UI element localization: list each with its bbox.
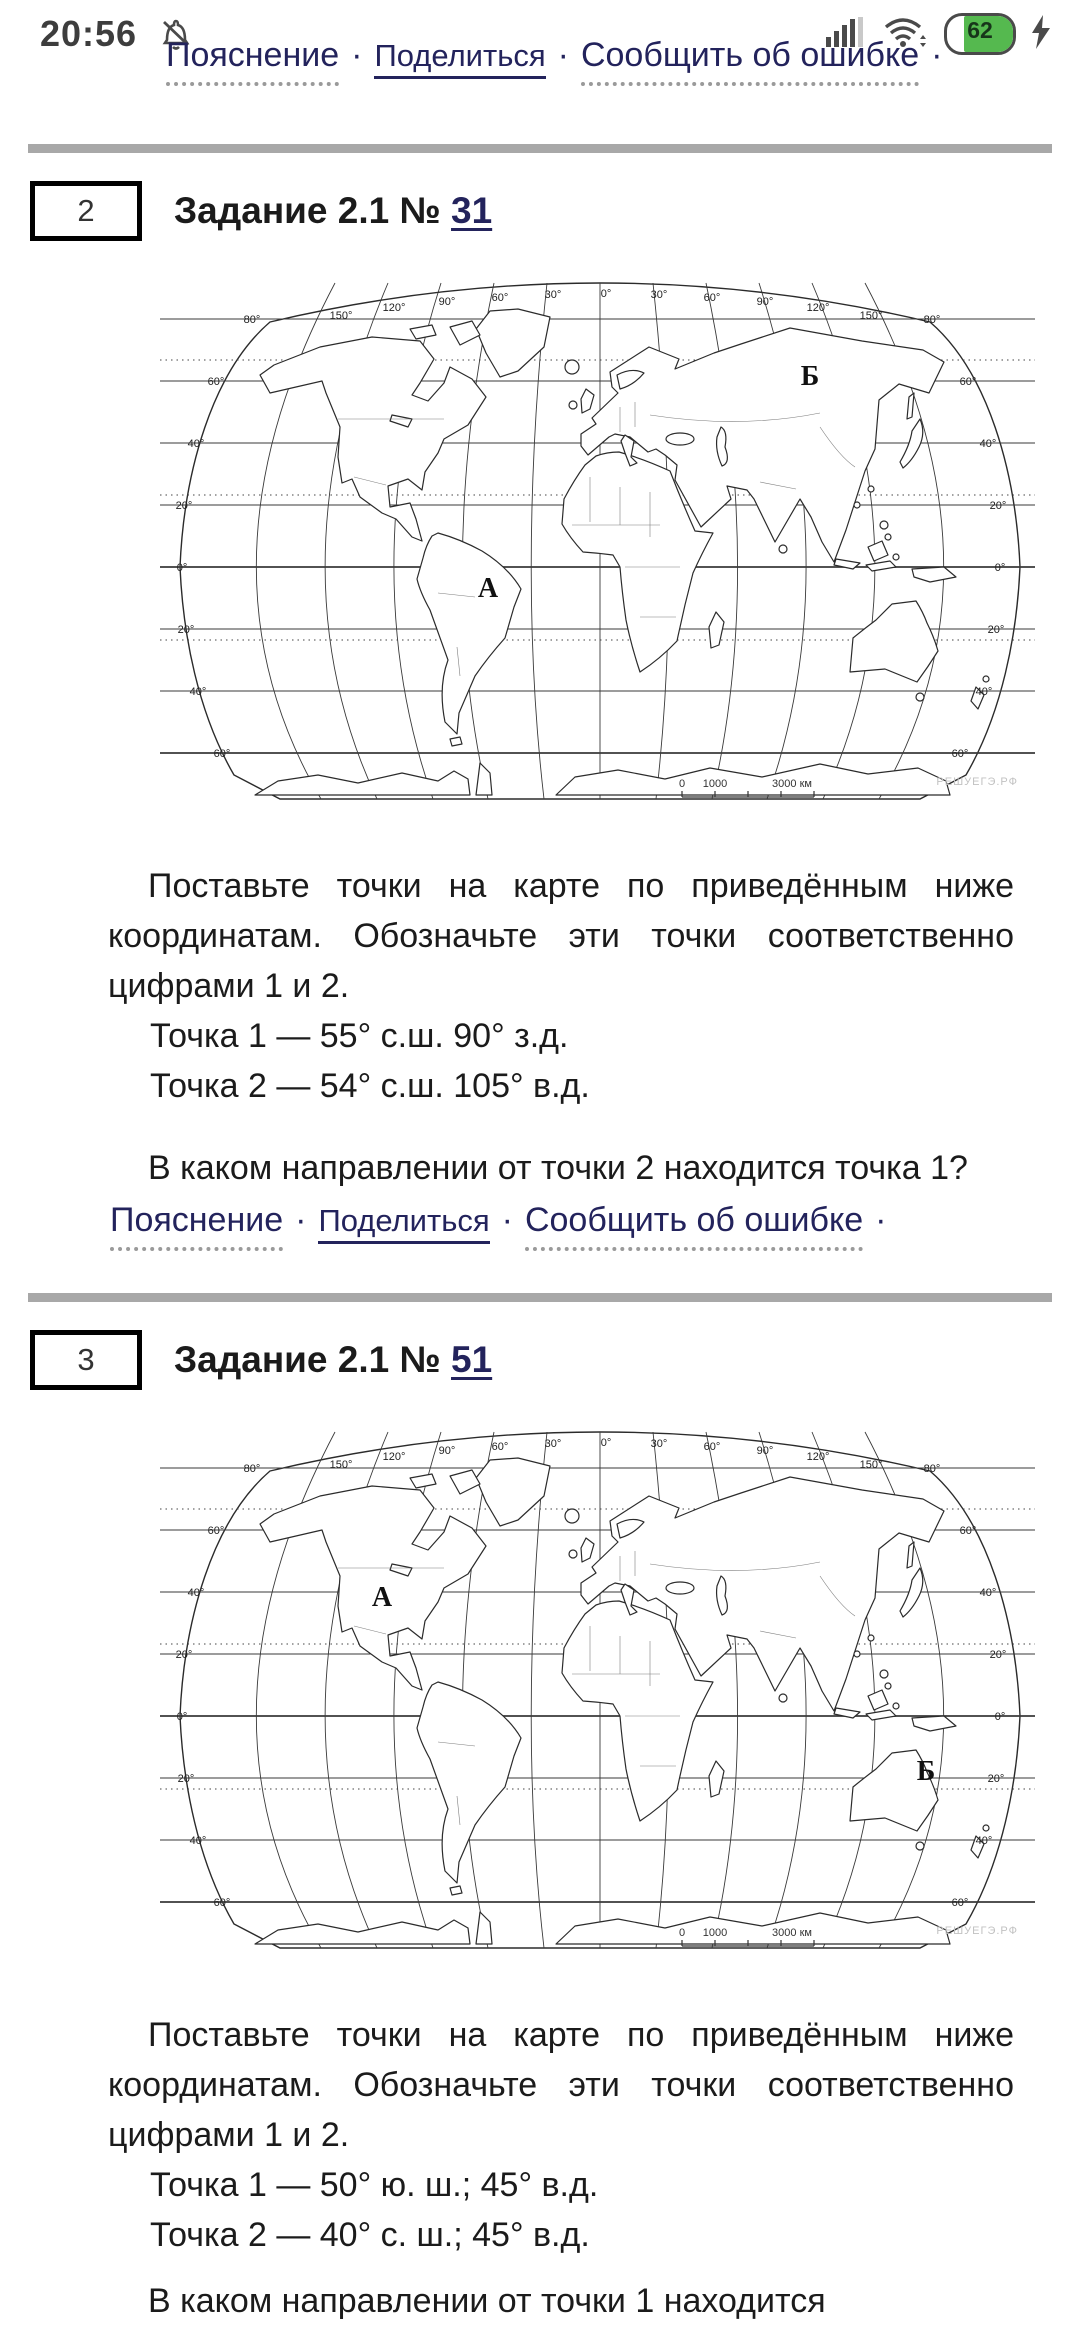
svg-text:А: А xyxy=(371,1582,393,1613)
svg-text:60°: 60° xyxy=(703,292,721,304)
svg-text:80°: 80° xyxy=(243,314,261,326)
svg-text:0°: 0° xyxy=(176,1711,188,1723)
svg-text:60°: 60° xyxy=(491,1441,509,1453)
section-divider xyxy=(28,1293,1052,1302)
svg-text:0: 0 xyxy=(678,778,686,790)
svg-text:0°: 0° xyxy=(994,1711,1006,1723)
battery-percent: 62 xyxy=(967,17,993,43)
report-error-link[interactable]: Сообщить об ошибке xyxy=(525,1201,863,1251)
svg-text:80°: 80° xyxy=(243,1463,261,1475)
task-id-link[interactable]: 51 xyxy=(451,1339,493,1380)
svg-text:90°: 90° xyxy=(438,1445,456,1457)
svg-text:30°: 30° xyxy=(650,1438,668,1450)
task-title xyxy=(174,190,492,232)
charging-bolt-icon xyxy=(1030,15,1052,54)
section-divider xyxy=(28,144,1052,153)
svg-text:120°: 120° xyxy=(382,302,406,314)
link-separator: · xyxy=(501,1201,513,1239)
svg-text:90°: 90° xyxy=(438,296,456,308)
svg-text:РЕШУЕГЭ.РФ: РЕШУЕГЭ.РФ xyxy=(936,1925,1018,1937)
task-links xyxy=(0,1201,1080,1257)
task-header xyxy=(0,1330,1080,1390)
svg-text:120°: 120° xyxy=(806,302,830,314)
svg-text:3000 км: 3000 км xyxy=(772,1927,812,1939)
svg-text:30°: 30° xyxy=(544,289,562,301)
link-separator: · xyxy=(295,1201,307,1239)
clock: 20:56 xyxy=(40,13,138,54)
point-2-coordinates: Точка 2 — 54° с.ш. 105° в.д. xyxy=(150,1067,590,1105)
explanation-link[interactable]: Пояснение xyxy=(110,1201,283,1251)
svg-text:40°: 40° xyxy=(189,686,207,698)
link-separator: · xyxy=(875,1201,887,1239)
svg-text:90°: 90° xyxy=(756,296,774,308)
svg-text:60°: 60° xyxy=(951,748,969,760)
svg-text:30°: 30° xyxy=(544,1438,562,1450)
svg-text:40°: 40° xyxy=(975,1835,993,1847)
svg-text:60°: 60° xyxy=(959,376,977,388)
svg-text:150°: 150° xyxy=(329,1459,353,1471)
svg-text:20°: 20° xyxy=(177,1773,195,1785)
svg-text:1000: 1000 xyxy=(702,1927,728,1939)
world-map-task-3 xyxy=(120,1416,1042,1986)
task-id-link[interactable]: 31 xyxy=(451,190,493,231)
svg-text:0: 0 xyxy=(678,1927,686,1939)
svg-text:120°: 120° xyxy=(806,1451,830,1463)
svg-text:1000: 1000 xyxy=(702,778,728,790)
svg-text:80°: 80° xyxy=(923,1463,941,1475)
task-title-prefix: Задание 2.1 № xyxy=(174,1339,441,1380)
svg-text:20°: 20° xyxy=(177,624,195,636)
point-2-coordinates: Точка 2 — 40° с. ш.; 45° в.д. xyxy=(150,2216,590,2254)
svg-text:0°: 0° xyxy=(994,562,1006,574)
svg-text:Б: Б xyxy=(916,1756,936,1787)
task-number-box: 3 xyxy=(30,1330,142,1390)
task-title-prefix: Задание 2.1 № xyxy=(174,190,441,231)
previous-task-links-clipped xyxy=(0,36,1080,100)
svg-text:60°: 60° xyxy=(951,1897,969,1909)
svg-text:40°: 40° xyxy=(975,686,993,698)
svg-text:120°: 120° xyxy=(382,1451,406,1463)
svg-text:40°: 40° xyxy=(979,438,997,450)
svg-text:0°: 0° xyxy=(600,1437,612,1449)
svg-text:40°: 40° xyxy=(187,438,205,450)
svg-text:0°: 0° xyxy=(600,288,612,300)
point-1-coordinates: Точка 1 — 50° ю. ш.; 45° в.д. xyxy=(150,2166,599,2204)
svg-text:А: А xyxy=(477,573,499,604)
svg-text:40°: 40° xyxy=(189,1835,207,1847)
explanation-link[interactable]: Пояснение xyxy=(166,36,339,86)
battery-indicator xyxy=(944,13,1016,55)
svg-text:РЕШУЕГЭ.РФ: РЕШУЕГЭ.РФ xyxy=(936,776,1018,788)
task-header xyxy=(0,181,1080,241)
task-question-clipped: В каком направлении от точки 1 находится xyxy=(148,2282,826,2320)
share-link[interactable]: Поделиться xyxy=(374,38,545,79)
svg-text:Б: Б xyxy=(800,361,820,392)
svg-text:20°: 20° xyxy=(989,1649,1007,1661)
svg-text:20°: 20° xyxy=(175,500,193,512)
report-error-link[interactable]: Сообщить об ошибке xyxy=(581,36,919,86)
svg-text:40°: 40° xyxy=(187,1587,205,1599)
svg-text:150°: 150° xyxy=(329,310,353,322)
task-number-box: 2 xyxy=(30,181,142,241)
svg-text:150°: 150° xyxy=(859,1459,883,1471)
link-separator: · xyxy=(557,36,569,74)
task-intro-text: Поставьте точки на карте по приведённым ниже координатам. Обозначьте эти точки соответственно цифрами 1 и 2. xyxy=(108,2016,1014,2154)
svg-text:60°: 60° xyxy=(491,292,509,304)
task-title xyxy=(174,1339,492,1381)
world-map-task-2 xyxy=(120,267,1042,837)
svg-text:90°: 90° xyxy=(756,1445,774,1457)
svg-text:30°: 30° xyxy=(650,289,668,301)
svg-text:60°: 60° xyxy=(703,1441,721,1453)
svg-text:60°: 60° xyxy=(213,1897,231,1909)
svg-text:150°: 150° xyxy=(859,310,883,322)
svg-text:80°: 80° xyxy=(923,314,941,326)
svg-text:60°: 60° xyxy=(959,1525,977,1537)
svg-text:20°: 20° xyxy=(989,500,1007,512)
point-1-coordinates: Точка 1 — 55° с.ш. 90° з.д. xyxy=(150,1017,569,1055)
link-separator: · xyxy=(931,36,943,74)
svg-text:40°: 40° xyxy=(979,1587,997,1599)
svg-text:20°: 20° xyxy=(987,624,1005,636)
svg-text:3000 км: 3000 км xyxy=(772,778,812,790)
task-intro-text: Поставьте точки на карте по приведённым ниже координатам. Обозначьте эти точки соответственно цифрами 1 и 2. xyxy=(108,867,1014,1005)
share-link[interactable]: Поделиться xyxy=(318,1203,489,1244)
svg-text:60°: 60° xyxy=(207,1525,225,1537)
svg-text:0°: 0° xyxy=(176,562,188,574)
svg-text:20°: 20° xyxy=(175,1649,193,1661)
svg-text:60°: 60° xyxy=(207,376,225,388)
task-question: В каком направлении от точки 2 находится точка 1? xyxy=(148,1149,968,1187)
svg-text:60°: 60° xyxy=(213,748,231,760)
svg-text:20°: 20° xyxy=(987,1773,1005,1785)
link-separator: · xyxy=(351,36,363,74)
